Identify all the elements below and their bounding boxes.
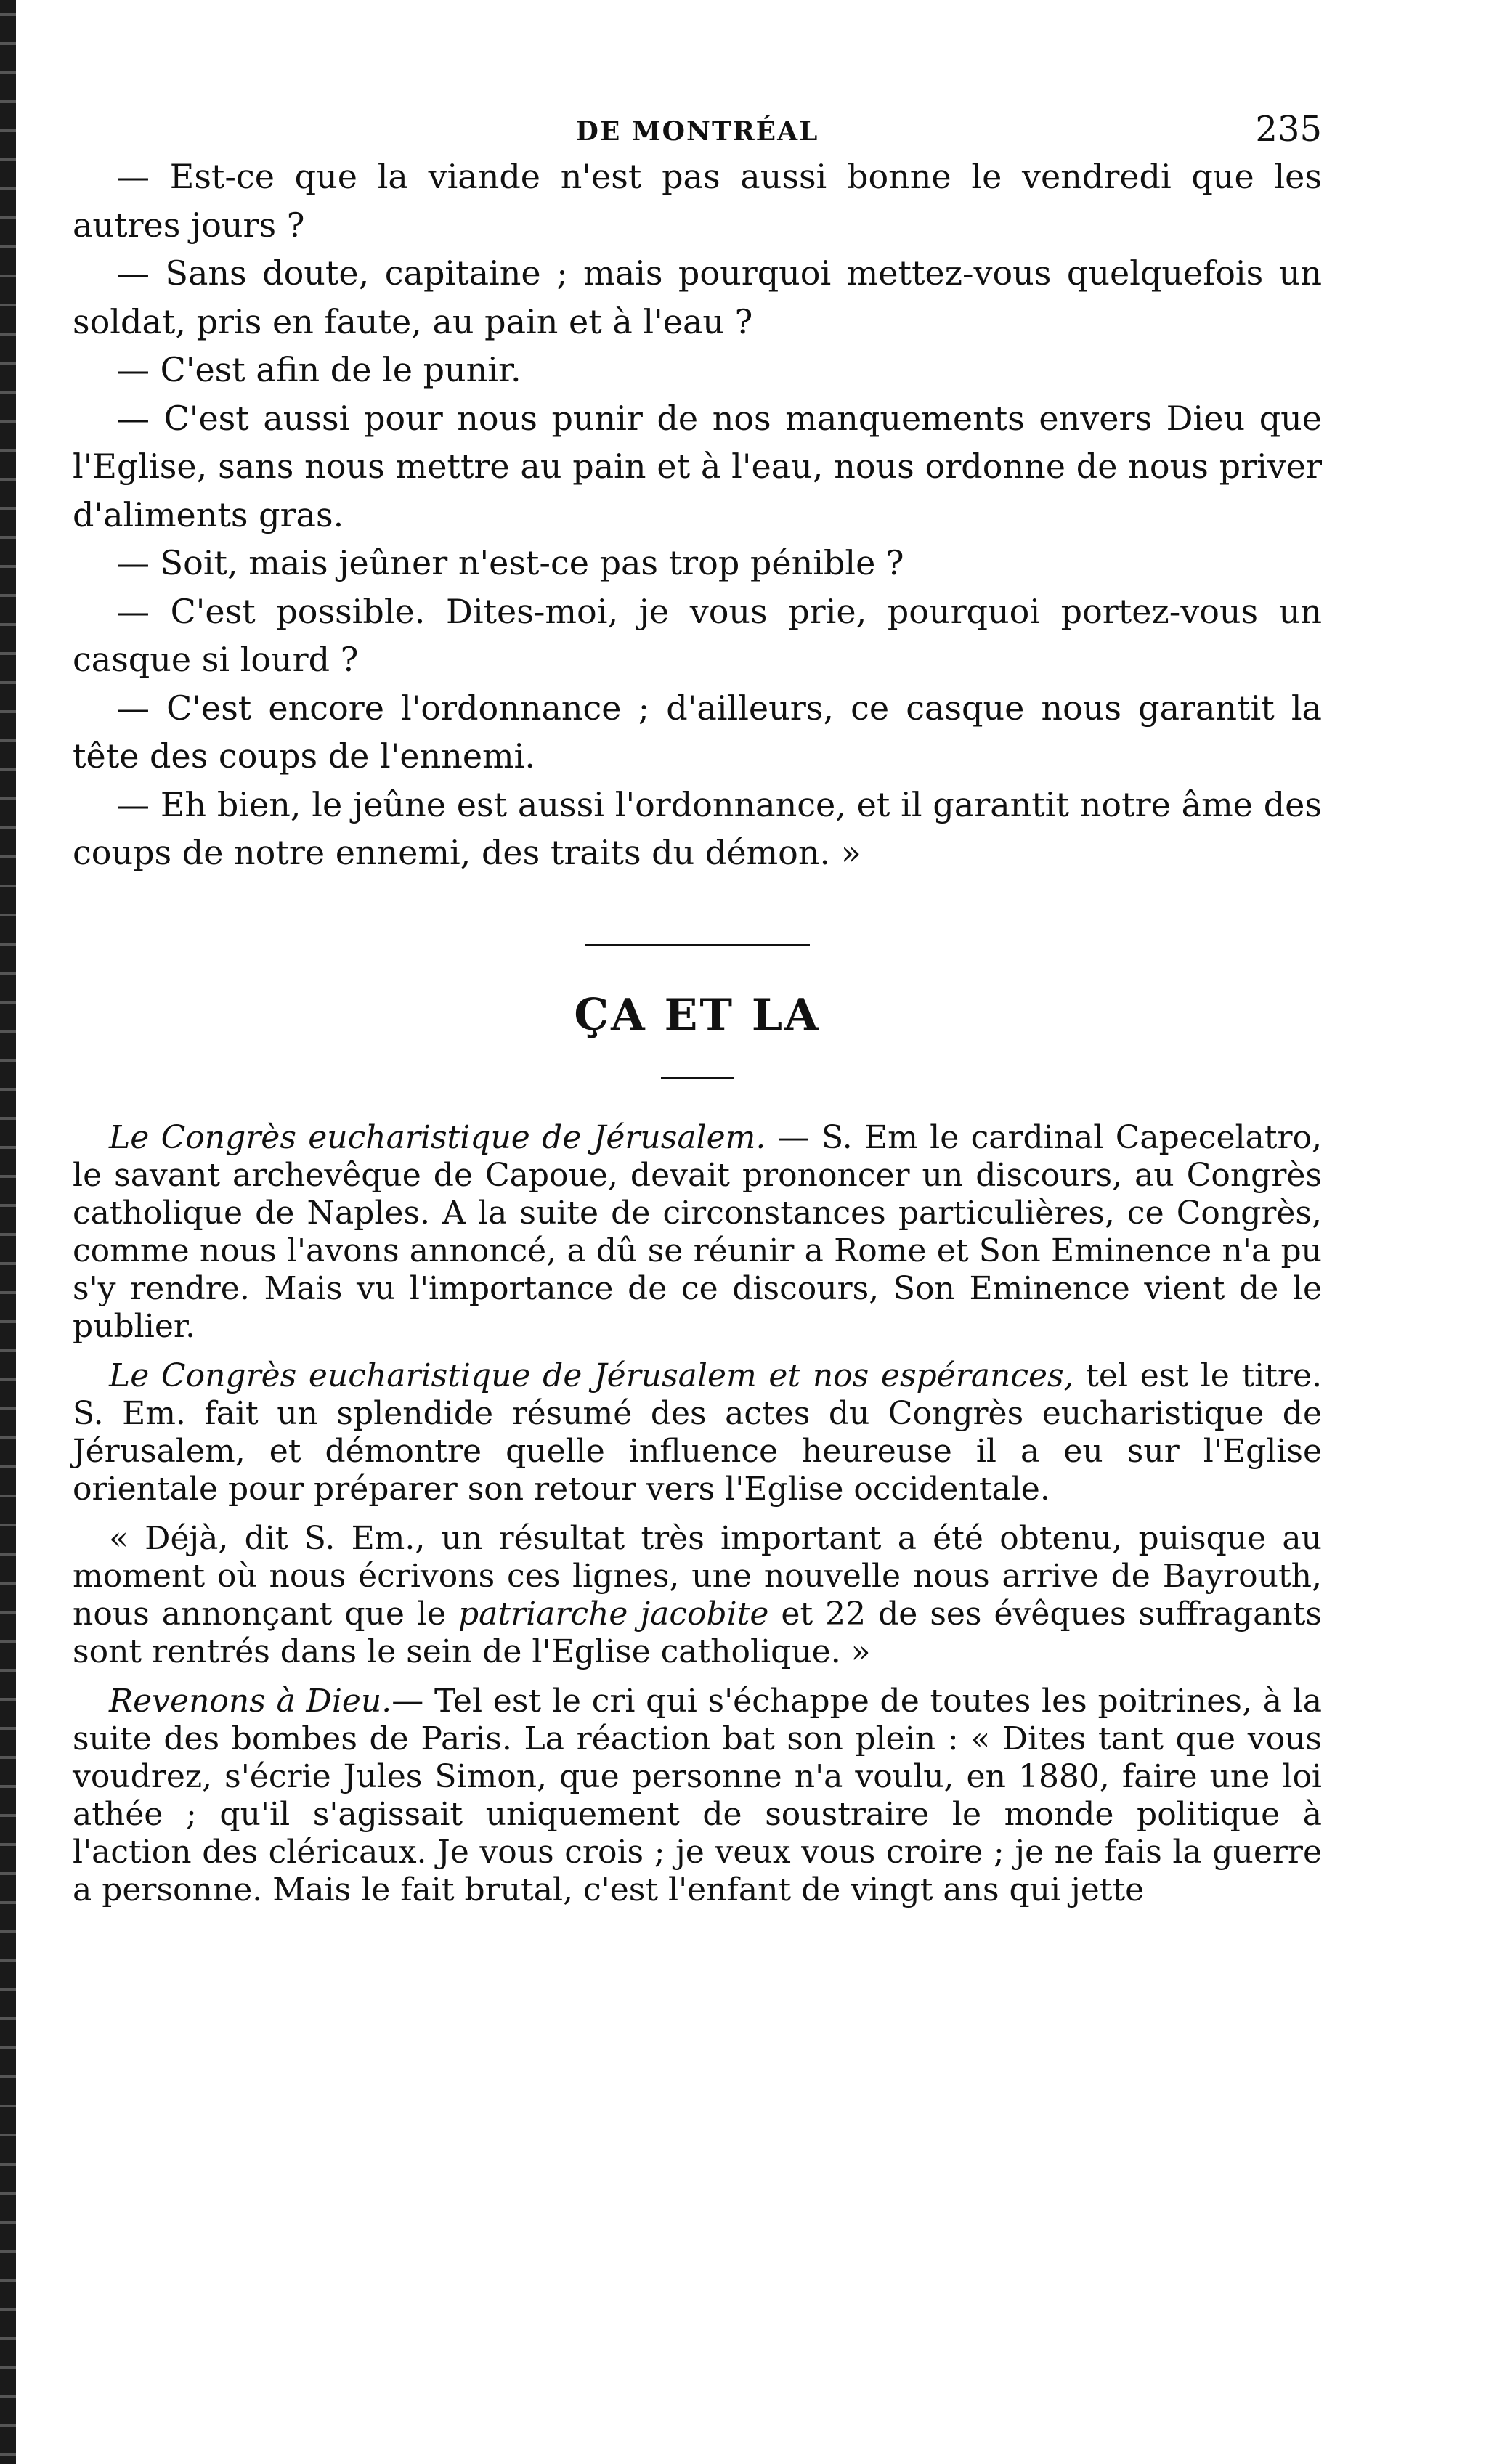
- news-italic: patriarche jacobite: [458, 1595, 769, 1632]
- dialogue-line: — C'est possible. Dites-moi, je vous prie, pourquoi portez-vous un casque si lourd ?: [73, 591, 1322, 679]
- news-lead: Revenons à Dieu.: [109, 1682, 392, 1720]
- news-text: — S. Em le cardinal Capecelatro, le savant archevêque de Capoue, devait prononcer un discours, au Congrès catholique de Naples. A la suite de circonstances particulières, ce Congrès, comme nous l'avons annoncé, a dû se réunir a Rome et Son Eminence n'a pu s'y rendre. Mais vu l'importance de ce discours, Son Eminence vient de le publier.: [73, 1118, 1322, 1345]
- dialogue-line: — Soit, mais jeûner n'est-ce pas trop pénible ?: [116, 543, 904, 582]
- news-lead: Le Congrès eucharistique de Jérusalem et nos espérances,: [109, 1357, 1074, 1394]
- dialogue-line: — C'est aussi pour nous punir de nos manquements envers Dieu que l'Eglise, sans nous mettre au pain et à l'eau, nous ordonne de nous priver d'aliments gras.: [73, 398, 1322, 534]
- news-text: — Tel est le cri qui s'échappe de toutes les poitrines, à la suite des bombes de Paris. La réaction bat son plein : « Dites tant que vous voudrez, s'écrie Jules Simon, que personne n'a voulu, en 1880, faire une loi athée ; qu'il s'agissait uniquement de soustraire le monde politique à l'action des cléricaux. Je vous crois ; je veux vous croire ; je ne fais la guerre a personne. Mais le fait brutal, c'est l'enfant de vingt ans qui jette: [73, 1682, 1322, 1908]
- news-text: « Déjà, dit S. Em., un résultat très important a été obtenu, puisque au moment où nous écrivons ces lignes, une nouvelle nous arrive de Bayrouth, nous annonçant que le: [73, 1519, 1322, 1632]
- news-text: et 22 de ses évêques suffragants sont rentrés dans le sein de l'Eglise catholique. »: [73, 1595, 1322, 1670]
- dialogue-line: — Sans doute, capitaine ; mais pourquoi mettez-vous quelquefois un soldat, pris en faute, au pain et à l'eau ?: [73, 253, 1322, 341]
- page-edge-scan-border: [0, 0, 16, 2464]
- dialogue-line: — Eh bien, le jeûne est aussi l'ordonnance, et il garantit notre âme des coups de notre ennemi, des traits du démon. »: [73, 784, 1322, 872]
- news-section: [73, 1119, 1322, 1909]
- section-title: ÇA ET LA: [574, 989, 821, 1041]
- dialogue-block: [73, 153, 1322, 877]
- running-head: [73, 102, 1322, 153]
- section-divider: [585, 944, 810, 946]
- title-underline: [661, 1077, 734, 1079]
- news-lead: Le Congrès eucharistique de Jérusalem.: [109, 1118, 766, 1156]
- dialogue-line: — C'est afin de le punir.: [116, 350, 521, 389]
- news-paragraph: [73, 1683, 1322, 1909]
- dialogue-line: — Est-ce que la viande n'est pas aussi bonne le vendredi que les autres jours ?: [73, 157, 1322, 245]
- page-number: 235: [1255, 109, 1322, 150]
- news-paragraph: [73, 1520, 1322, 1671]
- news-paragraph: [73, 1119, 1322, 1346]
- running-title: DE MONTRÉAL: [575, 116, 819, 147]
- news-text: tel est le titre. S. Em. fait un splendide résumé des actes du Congrès eucharistique de Jérusalem, et démontre quelle influence heureuse il a eu sur l'Eglise orientale pour préparer son retour vers l'Eglise occidentale.: [73, 1357, 1322, 1508]
- news-paragraph: [73, 1357, 1322, 1508]
- book-page: [73, 102, 1322, 1909]
- dialogue-line: — C'est encore l'ordonnance ; d'ailleurs, ce casque nous garantit la tête des coups de l'ennemi.: [73, 688, 1322, 776]
